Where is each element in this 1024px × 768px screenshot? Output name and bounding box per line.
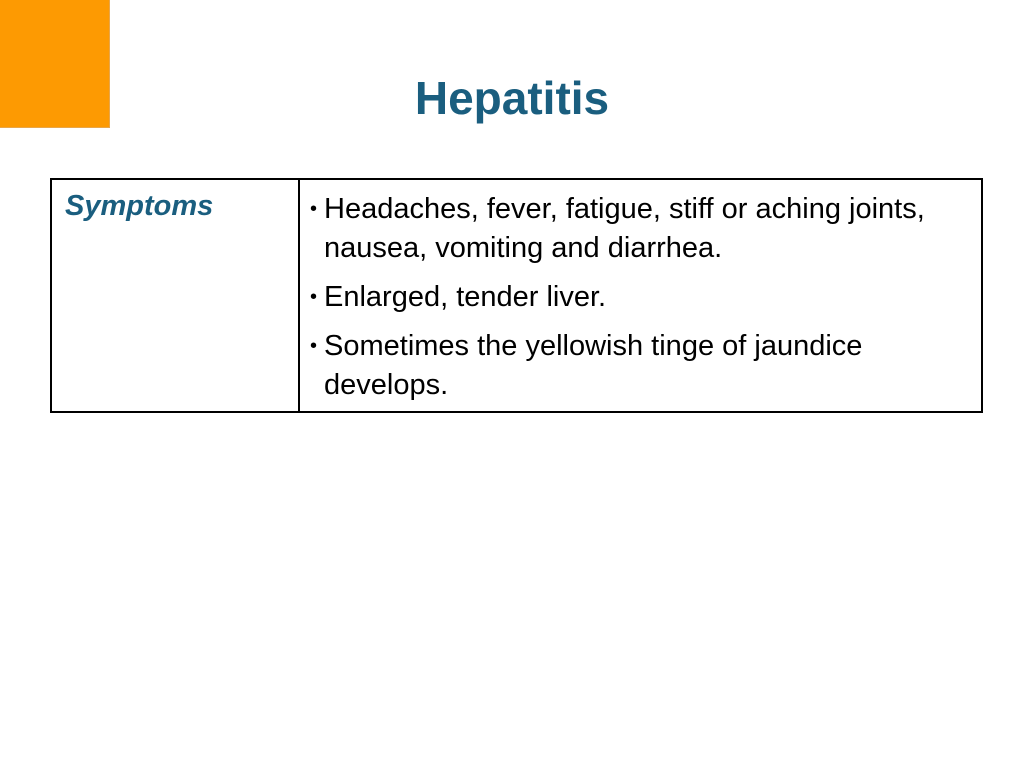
list-item-text: Enlarged, tender liver. (324, 281, 607, 313)
symptoms-label: Symptoms (51, 179, 299, 412)
symptoms-list (310, 190, 971, 405)
list-item-text: Sometimes the yellowish tinge of jaundice develops. (324, 330, 863, 401)
symptoms-table (50, 178, 983, 413)
bullet-icon: • (310, 286, 318, 308)
bullet-icon: • (310, 335, 318, 357)
bullet-icon: • (310, 198, 318, 220)
table-row (51, 179, 982, 412)
list-item-text: Headaches, fever, fatigue, stiff or aching joints, nausea, vomiting and diarrhea. (324, 193, 925, 264)
symptoms-list-cell (299, 179, 982, 412)
list-item (310, 190, 971, 268)
slide-title: Hepatitis (414, 72, 610, 124)
list-item (310, 278, 971, 317)
list-item (310, 327, 971, 405)
